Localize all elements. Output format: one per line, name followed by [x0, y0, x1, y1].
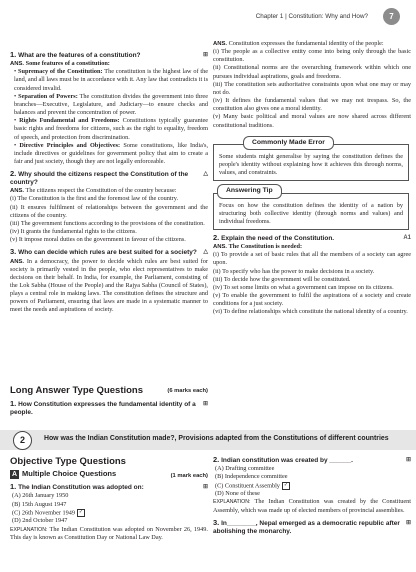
explanation-text: The Indian Constitution was created by the Constituent Assembly, which was made up of elected members of provincial assemblies.	[213, 498, 412, 514]
question-3: 3. Who can decide which rules are best suited for a society? △	[10, 247, 208, 257]
question-text: Why should the citizens respect the Constitution of the country?	[10, 171, 189, 187]
page-header	[0, 0, 416, 36]
question-2: 2. Why should the citizens respect the Constitution of the country? △	[10, 169, 208, 187]
question-tag-icon: ⊞	[202, 52, 208, 58]
list-item: (iii) The government functions according to the provisions of the constitution.	[10, 219, 205, 227]
question-text: Indian constitution was created by ______.	[221, 457, 353, 464]
question-tag-icon: △	[203, 171, 208, 178]
question-4: 1. How Constitution expresses the fundamental identity of a people. ⊞	[10, 399, 208, 417]
question-tag-icon: A1	[403, 234, 411, 241]
chapter-title: Chapter 1 | Constitution: Why and How?	[255, 13, 368, 20]
list-item: (iii) The constitution sets authoritative constraints upon what one may or may not do.	[213, 80, 411, 96]
question-text: Who can decide which rules are best suited for a society?	[18, 249, 197, 257]
list-item: (v) To enable the government to fulfil the aspirations of a society and create conditions for a just society.	[213, 292, 411, 308]
long-answer-heading: Long Answer Type Questions	[10, 385, 144, 396]
marks-label: (1 mark each)	[170, 473, 208, 480]
question-tag-icon: ⊞	[405, 519, 411, 526]
right-column: ANS. Constitution expresses the fundamental identity of the people: (i) The people as a collective entity come into being only through the basic constitution. (ii) Constitutional norms are the overarching framework within which one pursues individual aspirations, goals and freedoms. (iii) The constitution sets authoritative constraints upon what one may or may not do. (iv) It defines the fundamental values that we may not trespass. So, the constitution also gives one a moral identity. (v) Many basic political and moral values are now shared across different constitutional traditions. Commonly Made Error Some students might generalise by saying the constitution defines the people's identity without explaining how it achieves this through norms, values, and constraints. Answering Tip Focus on how the constitution defines the identity of a nation by structuring both collective identity (through norms and values) and individual freedoms. 2. Explain the need of the Constitution. A1 ANS. The Constitution is needed: (i) To provide a set of basic rules that all the members of a society can agree upon. (ii) To specify who has the power to make decisions in a society. (iii) To decide how the government will be constituted. (iv) To set some limits on what a government can impose on its citizens. (v) To enable the government to fulfil the aspirations of a society and create conditions for a just society. (vi) To define relationships which constitute the national identity of a country.	[213, 40, 411, 316]
list-item: (ii) Constitutional norms are the overarching framework within which one pursues individual aspirations, goals and freedoms.	[213, 64, 411, 80]
objective-heading: Objective Type Questions	[10, 456, 126, 467]
question-1: 1. What are the features of a constitution? ⊞	[10, 50, 208, 59]
answering-tip-text: Focus on how the constitution defines the identity of a nation by structuring both collective identity (through norms and values) and individual freedoms.	[219, 201, 403, 225]
answering-tip-title: Answering Tip	[217, 184, 282, 198]
left-column: 1. What are the features of a constitution? ⊞ ANS. Some features of a constitution: • Supremacy of the Constitution: The constitution is the highest law of the land, and all laws must be in accordance with it. Any law that contradicts it is considered invalid. • Separation of Powers: The constitution divides the government into three branches—Executive, Legislature, and Judiciary—to ensure checks and balances and prevent the concentration of power. • Rights Fundamental and Freedoms: Constitutions typically guarantee basic rights and freedoms for citizens, such as the right to equality, freedom of speech, and protection from discrimination. • Directive Principles and Objectives: Some constitutions, like India's, include directives or guidelines for government policy that aim to create a fair and just society, though they are not legally enforceable. 2. Why should the citizens respect the Constitution of the country? △ ANS. The citizens respect the Constitution of the country because: (i) The Constitution is the first and the foremost law of the country. (ii) It ensures fulfilment of relationships between the government and the citizens of the country. (iii) The government functions according to the provisions of the constitution. (iv) It grants the fundamental rights to the citizens. (v) It impose moral duties on the government in favour of the citizens. 3. Who can decide which rules are best suited for a society? △ ANS. In a democracy, the power to decide which rules are best suited for society is primarily vested in the people, who elect representatives to make decisions on their behalf. In India, for example, the Parliament, consisting of the Lok Sabha (House of the People) and the Rajya Sabha (Council of States), plays a central role in making laws. The constitution defines the structure and powers of Parliament, ensuring that laws are made in a systematic manner to meet the needs and aspirations of society.	[10, 50, 209, 314]
list-item: (iv) It defines the fundamental values that we may not trespass. So, the constitution also gives one a moral identity.	[213, 97, 411, 113]
list-item: (ii) It ensures fulfilment of relationships between the government and the citizens of the country.	[10, 203, 208, 219]
bullet-item: • Supremacy of the Constitution: The constitution is the highest law of the land, and all laws must be in accordance with it. Any law that contradicts it is considered invalid.	[14, 68, 208, 92]
answer-label: ANS.	[10, 188, 25, 195]
section-letter-badge: A	[11, 471, 18, 479]
answering-tip-box	[213, 181, 411, 230]
common-error-title: Commonly Made Error	[243, 136, 334, 150]
correct-check-icon: ✓	[78, 509, 84, 515]
list-item: (ii) To specify who has the power to make decisions in a society.	[213, 267, 375, 275]
mcq-question-3: 3. In________, Nepal emerged as a democratic republic after abolishing the monarchy. ⊞	[213, 517, 411, 535]
correct-check-icon: ✓	[283, 482, 289, 488]
list-item: (i) The Constitution is the first and the foremost law of the country.	[10, 195, 179, 203]
objective-section	[10, 458, 208, 542]
question-5: 2. Explain the need of the Constitution. A1	[213, 232, 411, 242]
bullet-item: • Directive Principles and Objectives: Some constitutions, like India's, include directives or guidelines for government policy that aim to create a fair and just society, though they are not legally enforceable.	[14, 141, 209, 165]
question-text: What are the features of a constitution?	[18, 52, 141, 59]
answer-label: ANS.	[10, 61, 25, 68]
question-tag-icon: ⊞	[202, 484, 208, 491]
answer-label: ANS.	[10, 258, 25, 265]
list-item: (vi) To define relationships which constitute the national identity of a country.	[213, 308, 408, 316]
explanation-label: EXPLANATION:	[10, 526, 48, 533]
list-item: (v) It impose moral duties on the government in favour of the citizens.	[10, 236, 186, 244]
objective-section-right	[213, 452, 411, 536]
long-answer-section	[10, 385, 208, 417]
mcq-question-1: 1. The Indian Constitution was adopted on: ⊞	[10, 482, 208, 492]
option-a: (A) 26th January 1950	[12, 492, 69, 500]
list-item: (i) To provide a set of basic rules that all the members of a society can agree upon.	[213, 251, 411, 267]
question-tag-icon: △	[203, 249, 208, 256]
answer-label: ANS.	[213, 41, 228, 47]
section-title: How was the Indian Constitution made?, Provisions adapted from the Constitutions of different countries	[44, 435, 389, 442]
page-number: 7	[383, 8, 400, 25]
question-text: In________, Nepal emerged as a democratic republic after abolishing the monarchy.	[213, 519, 400, 535]
question-text: How Constitution expresses the fundamental identity of a people.	[10, 401, 196, 417]
common-error-text: Some students might generalise by saying the constitution defines the people's identity without explaining how it achieves this through norms, values, and constraints.	[219, 152, 403, 177]
list-item: (iv) It grants the fundamental rights to the citizens.	[10, 228, 137, 236]
option-b: (B) Independence committee	[215, 473, 288, 481]
question-text: Explain the need of the Constitution.	[221, 234, 335, 242]
section-number: 2	[13, 431, 32, 450]
list-item: (iv) To set some limits on what a government can impose on its citizens.	[213, 283, 394, 291]
answer-label: ANS.	[213, 244, 228, 251]
list-item: (i) The people as a collective entity come into being only through the basic constitution.	[213, 48, 411, 64]
question-tag-icon: ⊞	[202, 401, 208, 407]
mcq-heading: A Multiple Choice Questions (1 mark each)	[11, 469, 208, 480]
option-a: (A) Drafting committee	[215, 465, 275, 473]
common-error-box	[213, 130, 411, 182]
option-c: (C) Constituent Assembly ✓	[215, 481, 289, 489]
bullet-item: • Rights Fundamental and Freedoms: Constitutions typically guarantee basic rights and freedoms for citizens, such as the right to equality, freedom of speech, and protection from discrimination.	[14, 117, 209, 141]
section-banner	[0, 430, 416, 450]
question-text: The Indian Constitution was adopted on:	[18, 484, 144, 492]
option-c: (C) 26th November 1949 ✓	[12, 509, 84, 517]
list-item: (iii) To decide how the government will be constituted.	[213, 275, 351, 283]
marks-label: (6 marks each)	[167, 388, 208, 394]
explanation-text: The Indian Constitution was adopted on November 26, 1949. This day is known as Constitution Day or National Law Day.	[10, 525, 208, 541]
option-b: (B) 15th August 1947	[12, 500, 67, 508]
option-d: (D) None of these	[215, 490, 260, 498]
list-item: (v) Many basic political and moral values are now shared across different constitutional traditions.	[213, 113, 411, 129]
question-tag-icon: ⊞	[405, 457, 411, 463]
mcq-question-2: 2. Indian constitution was created by ______. ⊞	[213, 455, 411, 464]
bullet-item: • Separation of Powers: The constitution divides the government into three branches—Executive, Legislature, and Judiciary—to ensure checks and balances and prevent the concentration of power.	[14, 92, 208, 117]
explanation-label: EXPLANATION:	[213, 499, 251, 506]
option-d: (D) 2nd October 1947	[12, 517, 68, 525]
